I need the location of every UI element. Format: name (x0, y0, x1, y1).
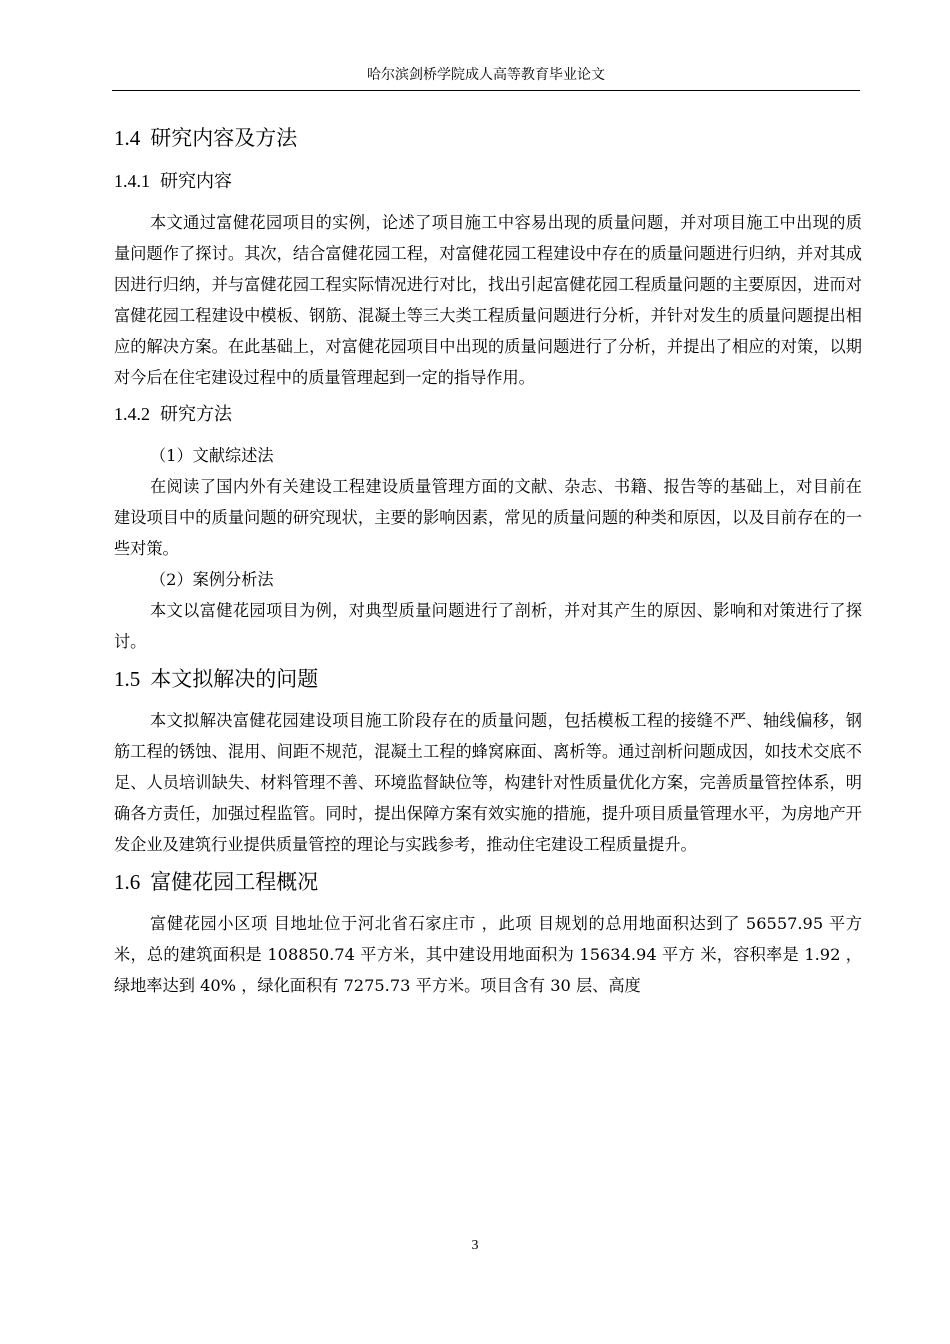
header-title: 哈尔滨剑桥学院成人高等教育毕业论文 (367, 67, 605, 83)
section-title: 研究内容及方法 (150, 126, 298, 150)
subsection-number: 1.4.1 (114, 171, 150, 191)
section-heading-1-6 (114, 862, 862, 902)
section-title: 本文拟解决的问题 (150, 667, 319, 691)
page-header (112, 66, 860, 91)
page-number: 3 (471, 1238, 479, 1253)
method-2-label: （2）案例分析法 (150, 570, 274, 589)
page-footer (0, 1238, 950, 1254)
section-number: 1.5 (114, 667, 141, 691)
subsection-title: 研究内容 (160, 171, 232, 192)
paragraph-research-content: 本文通过富健花园项目的实例，论述了项目施工中容易出现的质量问题，并对项目施工中出现的质量问题作了探讨。其次，结合富健花园工程，对富健花园工程建设中存在的质量问题进行归纳，并对其成因进行归纳，并与富健花园工程实际情况进行对比，找出引起富健花园工程质量问题的主要原因，进而对富健花园工程建设中模板、钢筋、混凝土等三大类工程质量问题进行分析，并针对发生的质量问题提出相应的解决方案。在此基础上，对富健花园项目中出现的质量问题进行了分析，并提出了相应的对策，以期对今后在住宅建设过程中的质量管理起到一定的指导作用。 (114, 213, 862, 387)
section-title: 富健花园工程概况 (150, 870, 319, 894)
subsection-title: 研究方法 (160, 404, 232, 425)
section-number: 1.6 (114, 870, 141, 894)
paragraph-problems: 本文拟解决富健花园建设项目施工阶段存在的质量问题，包括模板工程的接缝不严、轴线偏移，钢筋工程的锈蚀、混用、间距不规范，混凝土工程的蜂窝麻面、离析等。通过剖析问题成因，如技术交底不足、人员培训缺失、材料管理不善、环境监督缺位等，构建针对性质量优化方案，完善质量管控体系，明确各方责任，加强过程监管。同时，提出保障方案有效实施的措施，提升项目质量管理水平，为房地产开发企业及建筑行业提供质量管控的理论与实践参考，推动住宅建设工程质量提升。 (114, 711, 862, 854)
subsection-heading-1-4-2 (114, 395, 862, 434)
section-number: 1.4 (114, 126, 141, 150)
document-body (114, 118, 862, 1001)
section-heading-1-4 (114, 118, 862, 158)
subsection-number: 1.4.2 (114, 404, 150, 424)
paragraph-method-1: 在阅读了国内外有关建设工程建设质量管理方面的文献、杂志、书籍、报告等的基础上，对目前在建设项目中的质量问题的研究现状，主要的影响因素，常见的质量问题的种类和原因，以及目前存在的一些对策。 (114, 477, 862, 558)
method-1-label: （1）文献综述法 (150, 446, 274, 465)
section-heading-1-5 (114, 659, 862, 699)
paragraph-method-2: 本文以富健花园项目为例，对典型质量问题进行了剖析，并对其产生的原因、影响和对策进行了探讨。 (114, 601, 862, 651)
subsection-heading-1-4-1 (114, 162, 862, 201)
paragraph-project-overview: 富健花园小区项 目地址位于河北省石家庄市 ，此项 目规划的总用地面积达到了 56557.95 平方米，总的建筑面积是 108850.74 平方米，其中建设用地面积为 15634.94 平方 米，容积率是 1.92 ，绿地率达到 40% ，绿化面积有 7275.73 平方米。项目含有 30 层、高度 (114, 914, 862, 995)
